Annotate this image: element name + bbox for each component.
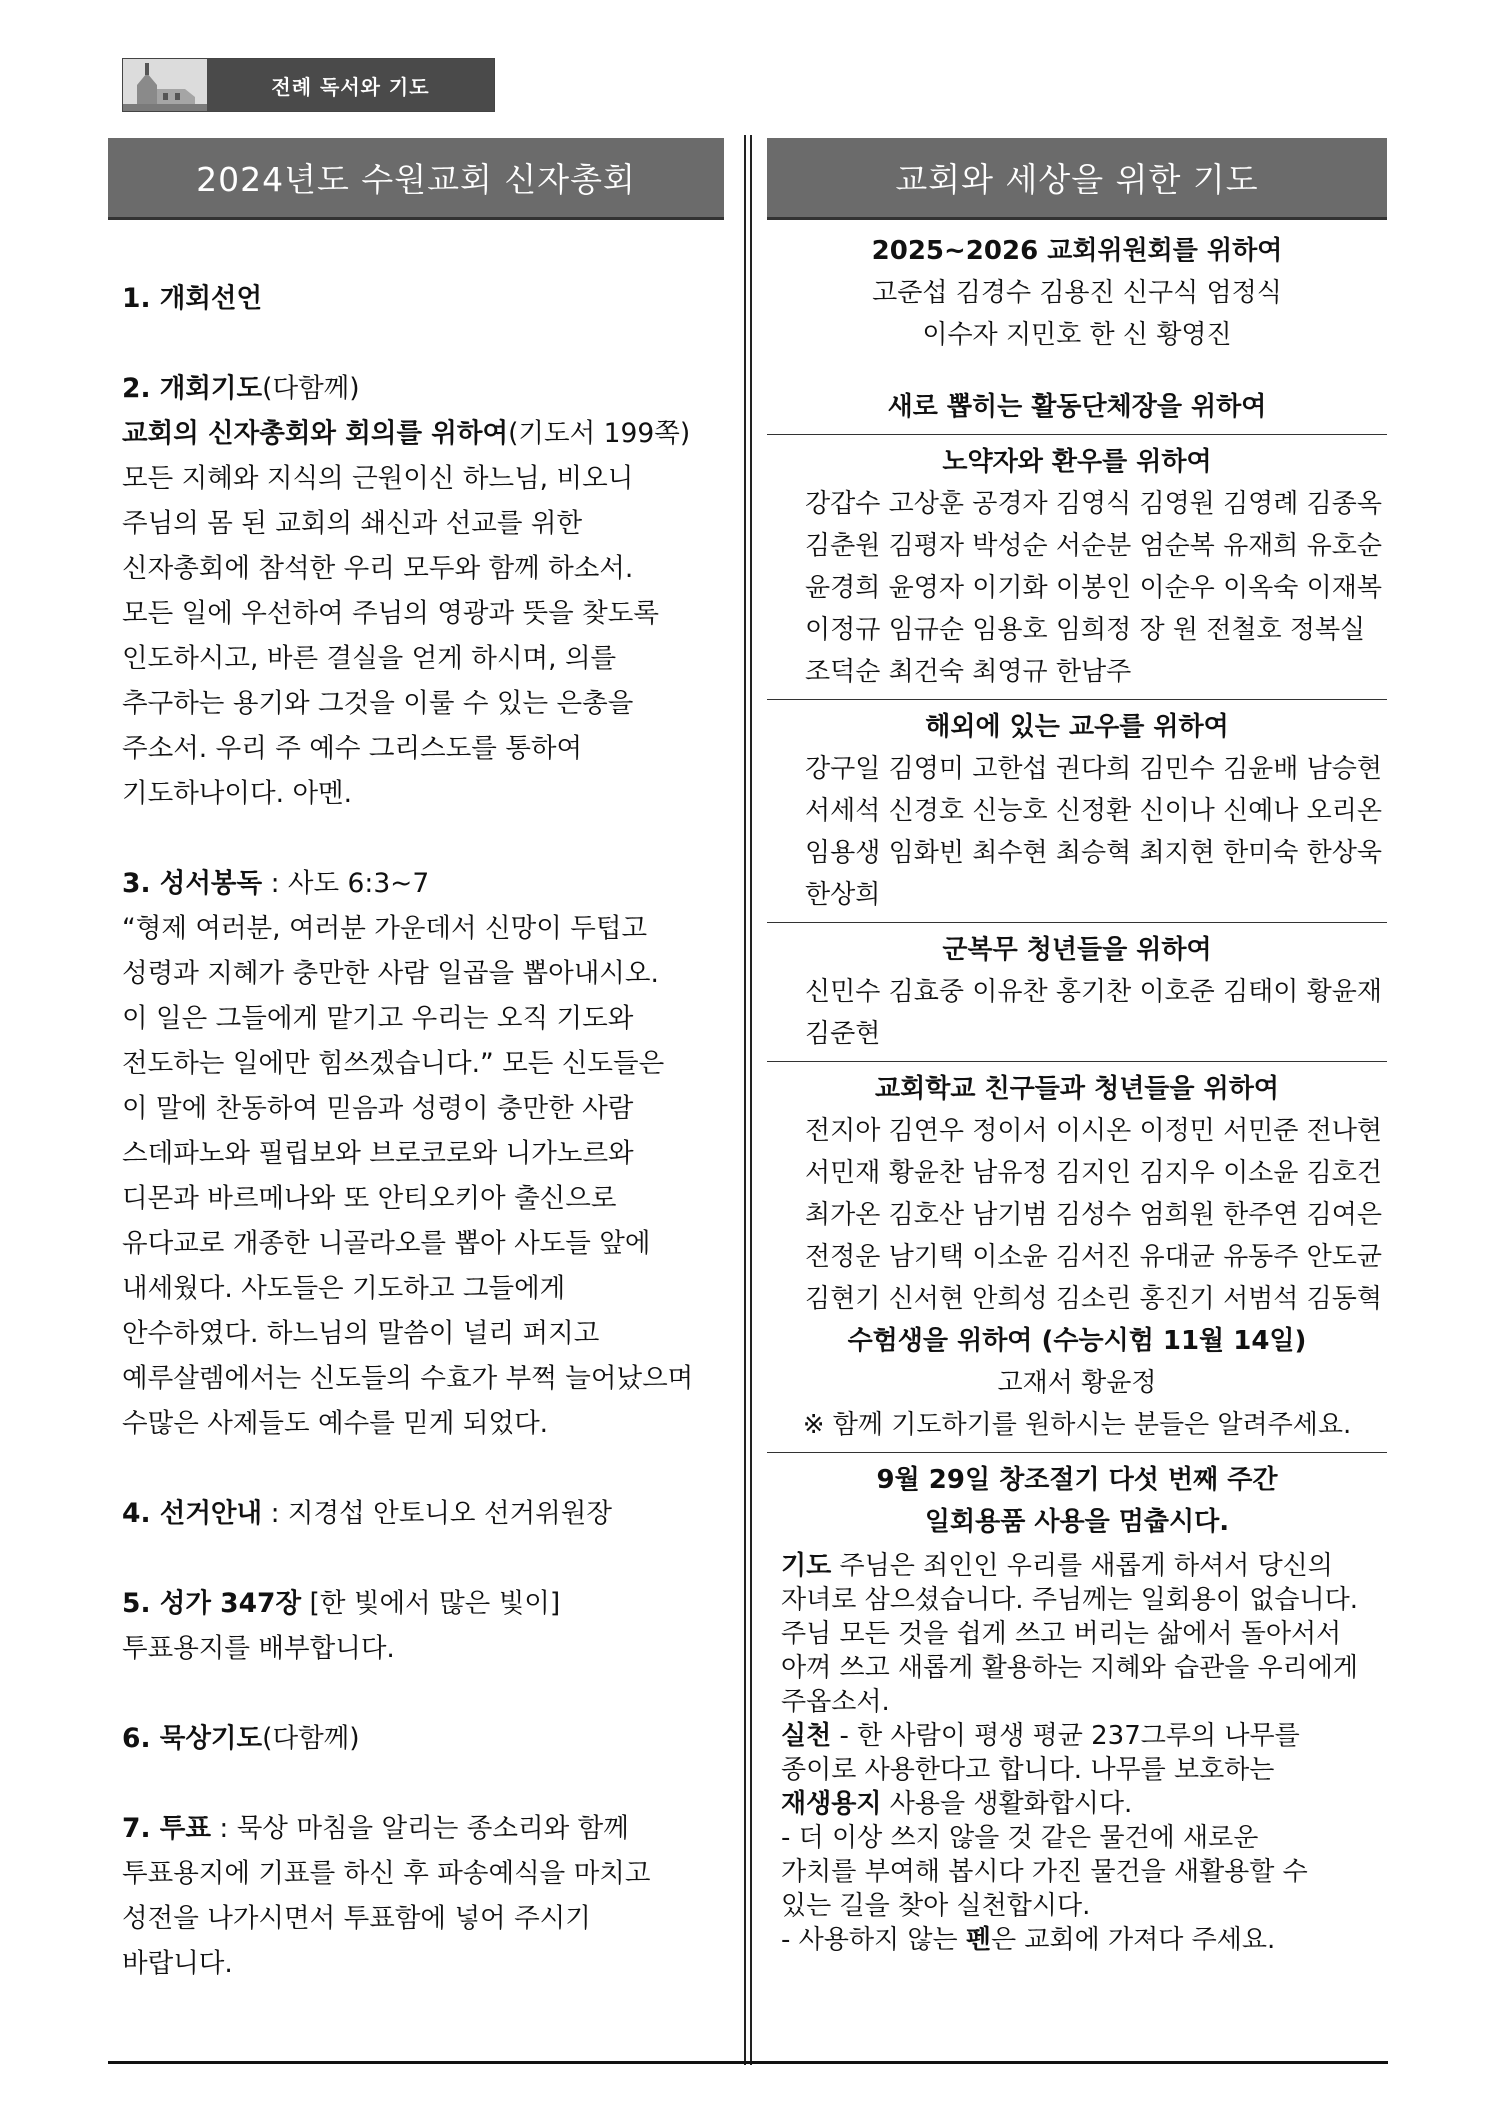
- practice-text: [767, 1787, 1387, 1821]
- prayer-line: 인도하시고, 바른 결실을 얻게 하시며, 의를: [122, 643, 617, 674]
- pen-request: [767, 1923, 1387, 1957]
- item-heading: 2. 개회기도: [122, 373, 263, 404]
- prayer-text: 주옵소서.: [781, 1687, 890, 1717]
- name-line: 고재서 황윤정: [997, 1368, 1157, 1398]
- column-divider: [750, 135, 752, 2065]
- prayer-text: 주님은 죄인인 우리를 새롭게 하셔서 당신의: [831, 1551, 1333, 1581]
- prayer-list: [767, 230, 1387, 1957]
- item-text: : 지경섭 안토니오 선거위원장: [262, 1498, 612, 1529]
- item-note: (다함께): [262, 1723, 360, 1754]
- name-line: 이수자 지민호 한 신 황영진: [922, 320, 1232, 350]
- scripture-line: 수많은 사제들도 예수를 믿게 되었다.: [122, 1408, 549, 1439]
- pen-text: 은 교회에 가져다 주세요.: [991, 1925, 1276, 1955]
- prayer-paragraph: [767, 1549, 1387, 1583]
- item-opening-prayer: [122, 366, 734, 411]
- item-hymn: [122, 1581, 734, 1626]
- prayer-line: 모든 일에 우선하여 주님의 영광과 뜻을 찾도록: [122, 598, 659, 629]
- item-opening: 1. 개회선언: [122, 283, 263, 314]
- name-line: 서세석 신경호 신능호 신정환 신이나 신예나 오리온: [805, 796, 1383, 826]
- request-note: ※ 함께 기도하기를 원하시는 분들은 알려주세요.: [802, 1410, 1352, 1440]
- vote-line: 성전을 나가시면서 투표함에 넣어 주시기: [122, 1903, 591, 1934]
- scripture-line: 전도하는 일에만 힘쓰겠습니다.” 모든 신도들은: [122, 1048, 665, 1079]
- church-illustration: [123, 59, 208, 111]
- exam-title: 수험생을 위하여 (수능시험 11월 14일): [847, 1326, 1307, 1356]
- prayer-text: 자녀로 삼으셨습니다. 주님께는 일회용이 없습니다.: [781, 1585, 1359, 1615]
- prayer-source: [122, 411, 734, 456]
- name-line: 강갑수 고상훈 공경자 김영식 김영원 김영례 김종옥: [805, 489, 1383, 519]
- prayer-line: 주소서. 우리 주 예수 그리스도를 통하여: [122, 733, 583, 764]
- practice-paragraph: [767, 1719, 1387, 1753]
- section-divider: [767, 1061, 1387, 1062]
- item-silent-prayer: [122, 1716, 734, 1761]
- vote-line: 투표용지에 기표를 하신 후 파송예식을 마치고: [122, 1858, 651, 1889]
- sick-title: 노약자와 환우를 위하여: [942, 447, 1212, 477]
- left-section-title: 2024년도 수원교회 신자총회: [108, 138, 724, 220]
- scripture-line: 이 말에 찬동하여 믿음과 성령이 충만한 사람: [122, 1093, 634, 1124]
- name-line: 최가온 김호산 남기범 김성수 엄희원 한주연 김여은: [805, 1200, 1383, 1230]
- vote-line: 바랍니다.: [122, 1948, 233, 1979]
- prayer-line: 신자총회에 참석한 우리 모두와 함께 하소서.: [122, 553, 634, 584]
- column-divider: [744, 135, 746, 2065]
- assembly-order: [122, 276, 734, 1986]
- name-line: 조덕순 최건숙 최영규 한남주: [805, 657, 1132, 687]
- practice-label: 실천: [781, 1721, 832, 1751]
- item-note: (다함께): [262, 373, 360, 404]
- pen-word: 펜: [965, 1925, 991, 1955]
- name-line: 전지아 김연우 정이서 이시온 이정민 서민준 전나현: [805, 1116, 1383, 1146]
- practice-text: 있는 길을 찾아 실천합시다.: [781, 1891, 1091, 1921]
- prayer-line: 주님의 몸 된 교회의 쇄신과 선교를 위한: [122, 508, 583, 539]
- item-heading: 6. 묵상기도: [122, 1723, 263, 1754]
- header-label: 전례 독서와 기도: [207, 59, 494, 111]
- council-title: 2025~2026 교회위원회를 위하여: [871, 236, 1283, 266]
- vote-line: : 묵상 마침을 알리는 종소리와 함께: [210, 1813, 629, 1844]
- right-section-title: 교회와 세상을 위한 기도: [767, 138, 1387, 220]
- prayer-text: 아껴 쓰고 새롭게 활용하는 지혜와 습관을 우리에게: [781, 1653, 1359, 1683]
- creation-season-subtitle: 일회용품 사용을 멈춥시다.: [924, 1507, 1230, 1537]
- pen-text: - 사용하지 않는: [781, 1925, 966, 1955]
- section-divider: [767, 1452, 1387, 1453]
- scripture-line: 스데파노와 필립보와 브로코로와 니가노르와: [122, 1138, 634, 1169]
- prayer-text: 주님 모든 것을 쉽게 쓰고 버리는 삶에서 돌아서서: [781, 1619, 1342, 1649]
- overseas-title: 해외에 있는 교우를 위하여: [925, 712, 1229, 742]
- name-line: 한상희: [805, 880, 881, 910]
- name-line: 서민재 황윤찬 남유정 김지인 김지우 이소윤 김호건: [805, 1158, 1383, 1188]
- recycled-paper: 재생용지: [781, 1789, 882, 1819]
- practice-text: 종이로 사용한다고 합니다. 나무를 보호하는: [781, 1755, 1275, 1785]
- creation-season-title: 9월 29일 창조절기 다섯 번째 주간: [876, 1465, 1278, 1495]
- bottom-rule: [108, 2061, 1388, 2064]
- section-divider: [767, 434, 1387, 435]
- scripture-line: 이 일은 그들에게 맡기고 우리는 오직 기도와: [122, 1003, 634, 1034]
- name-line: 김현기 신서현 안희성 김소린 홍진기 서범석 김동혁: [805, 1284, 1383, 1314]
- scripture-line: 예루살렘에서는 신도들의 수효가 부쩍 늘어났으며: [122, 1363, 694, 1394]
- section-divider: [767, 922, 1387, 923]
- scripture-line: 성령과 지혜가 충만한 사람 일곱을 뽑아내시오.: [122, 958, 659, 989]
- scripture-line: 안수하였다. 하느님의 말씀이 널리 퍼지고: [122, 1318, 600, 1349]
- item-vote: [122, 1806, 734, 1851]
- name-line: 윤경희 윤영자 이기화 이봉인 이순우 이옥숙 이재복: [805, 573, 1383, 603]
- scripture-line: 유다교로 개종한 니골라오를 뽑아 사도들 앞에: [122, 1228, 651, 1259]
- scripture-line: 디몬과 바르메나와 또 안티오키아 출신으로: [122, 1183, 617, 1214]
- ballot-distribution: 투표용지를 배부합니다.: [122, 1633, 395, 1664]
- name-line: 신민수 김효중 이유찬 홍기찬 이호준 김태이 황윤재: [805, 977, 1383, 1007]
- scripture-ref: : 사도 6:3~7: [262, 868, 430, 899]
- military-title: 군복무 청년들을 위하여: [942, 935, 1212, 965]
- hymn-title: [한 빛에서 많은 빛이]: [301, 1588, 561, 1619]
- prayer-title: 교회의 신자총회와 회의를 위하여: [122, 418, 509, 449]
- practice-text: 가치를 부여해 봅시다 가진 물건을 새활용할 수: [781, 1857, 1308, 1887]
- name-line: 고준섭 김경수 김용진 신구식 엄정식: [872, 278, 1282, 308]
- practice-text: - 더 이상 쓰지 않을 것 같은 물건에 새로운: [781, 1823, 1259, 1853]
- item-election-notice: [122, 1491, 734, 1536]
- section-divider: [767, 699, 1387, 700]
- item-heading: 4. 선거안내: [122, 1498, 263, 1529]
- name-line: 김준현: [805, 1019, 881, 1049]
- item-scripture: [122, 861, 734, 906]
- prayer-page-ref: (기도서 199쪽): [508, 418, 691, 449]
- item-heading: 3. 성서봉독: [122, 868, 263, 899]
- name-line: 강구일 김영미 고한섭 권다희 김민수 김윤배 남승현: [805, 754, 1383, 784]
- youth-title: 교회학교 친구들과 청년들을 위하여: [875, 1074, 1279, 1104]
- practice-text: - 한 사람이 평생 평균 237그루의 나무를: [831, 1721, 1300, 1751]
- prayer-line: 기도하나이다. 아멘.: [122, 778, 353, 809]
- leaders-title: 새로 뽑히는 활동단체장을 위하여: [887, 392, 1267, 422]
- scripture-line: “형제 여러분, 여러분 가운데서 신망이 두텁고: [122, 913, 648, 944]
- item-heading: 5. 성가 347장: [122, 1588, 302, 1619]
- name-line: 김춘원 김평자 박성순 서순분 엄순복 유재희 유호순: [805, 531, 1383, 561]
- practice-text: 사용을 생활화합시다.: [881, 1789, 1133, 1819]
- name-line: 임용생 임화빈 최수현 최승혁 최지현 한미숙 한상욱: [805, 838, 1383, 868]
- scripture-line: 내세웠다. 사도들은 기도하고 그들에게: [122, 1273, 566, 1304]
- prayer-line: 추구하는 용기와 그것을 이룰 수 있는 은총을: [122, 688, 634, 719]
- prayer-label: 기도: [781, 1551, 832, 1581]
- name-line: 이정규 임규순 임용호 임희정 장 원 전철호 정복실: [805, 615, 1366, 645]
- prayer-line: 모든 지혜와 지식의 근원이신 하느님, 비오니: [122, 463, 634, 494]
- page-header: [122, 58, 495, 112]
- name-line: 전정운 남기택 이소윤 김서진 유대균 유동주 안도균: [805, 1242, 1383, 1272]
- item-heading: 7. 투표: [122, 1813, 211, 1844]
